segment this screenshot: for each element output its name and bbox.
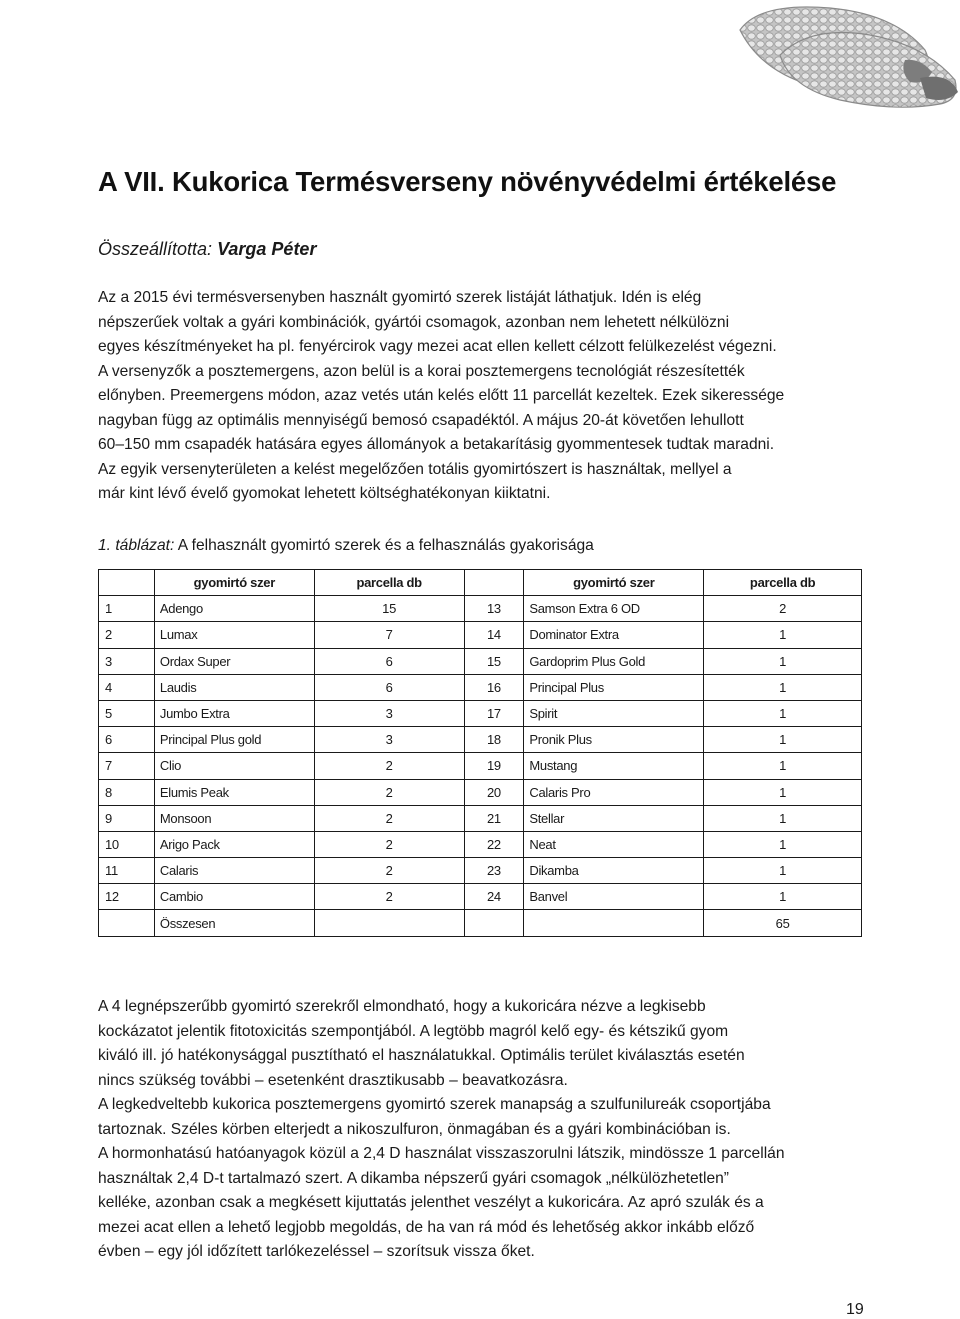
header-cell: parcella db bbox=[704, 570, 862, 596]
author-line bbox=[98, 239, 316, 260]
intro-line: A versenyzők a posztemergens, azon belül is a korai posztemergens tecnológiát részesítették bbox=[98, 362, 745, 380]
plot-count: 2 bbox=[314, 884, 464, 910]
row-number: 17 bbox=[464, 700, 524, 726]
conclusion-line: kelléke, azonban csak a megkésett kijuttatás jelenthet veszélyt a kukoricára. Az apró szulák és a bbox=[98, 1194, 764, 1211]
empty-cell bbox=[524, 910, 704, 936]
conclusion-line: A legkedveltebb kukorica posztemergens gyomirtó szerek manapság a szulfunilureák csoportjába bbox=[98, 1096, 771, 1113]
intro-line: 60–150 mm csapadék hatására egyes állományok a betakarításig gyommentesek tudtak maradni. bbox=[98, 436, 775, 453]
intro-line: népszerűek voltak a gyári kombinációk, gyártói csomagok, azonban nem lehetett nélkülözni bbox=[98, 313, 730, 331]
plot-count: 2 bbox=[314, 858, 464, 884]
conclusion-line: évben – egy jól időzített tarlókezeléssel – szorítsuk vissza őket. bbox=[98, 1243, 535, 1260]
plot-count: 1 bbox=[704, 858, 862, 884]
plot-count: 1 bbox=[704, 648, 862, 674]
table-row bbox=[99, 622, 862, 648]
corn-illustration bbox=[720, 0, 960, 110]
row-number: 2 bbox=[99, 622, 155, 648]
herbicide-name: Calaris Pro bbox=[524, 779, 704, 805]
row-number: 7 bbox=[99, 753, 155, 779]
table-row bbox=[99, 779, 862, 805]
table-caption-text: A felhasznált gyomirtó szerek és a felhasználás gyakorisága bbox=[177, 537, 594, 554]
herbicide-name: Gardoprim Plus Gold bbox=[524, 648, 704, 674]
row-number: 13 bbox=[464, 596, 524, 622]
table-row bbox=[99, 700, 862, 726]
row-number: 12 bbox=[99, 884, 155, 910]
table-header-row bbox=[99, 570, 862, 596]
intro-line: Az a 2015 évi termésversenyben használt gyomirtó szerek listáját láthatjuk. Idén is elég bbox=[98, 289, 702, 306]
herbicide-name: Dikamba bbox=[524, 858, 704, 884]
row-number: 21 bbox=[464, 805, 524, 831]
plot-count: 2 bbox=[704, 596, 862, 622]
plot-count: 3 bbox=[314, 700, 464, 726]
plot-count: 2 bbox=[314, 831, 464, 857]
table-row bbox=[99, 753, 862, 779]
plot-count: 1 bbox=[704, 831, 862, 857]
empty-cell bbox=[99, 910, 155, 936]
row-number: 14 bbox=[464, 622, 524, 648]
conclusion-line: használtak 2,4 D-t tartalmazó szert. A dikamba népszerű gyári csomagok „nélkülözhetetlen” bbox=[98, 1169, 729, 1187]
plot-count: 2 bbox=[314, 753, 464, 779]
plot-count: 1 bbox=[704, 805, 862, 831]
intro-line: Az egyik versenyterületen a kelést megelőzően totális gyomirtószert is használtak, mellyel a bbox=[98, 460, 732, 478]
table-body bbox=[99, 596, 862, 936]
page-number: 19 bbox=[846, 1301, 864, 1318]
conclusion-line: kockázatot jelentik fitotoxicitás szempontjából. A legtöbb magról kelő egy- és kétszikű gyom bbox=[98, 1022, 729, 1040]
table-caption-prefix: 1. táblázat: bbox=[98, 537, 175, 554]
row-number: 5 bbox=[99, 700, 155, 726]
table-row bbox=[99, 727, 862, 753]
herbicide-name: Clio bbox=[154, 753, 314, 779]
conclusion-line: mezei acat ellen a lehető legjobb megoldás, de ha van rá mód és lehetőség akkor inkább előző bbox=[98, 1218, 755, 1236]
conclusion-line: kiváló ill. jó hatékonysággal pusztítható el használatukkal. Optimális terület kiválasztás esetén bbox=[98, 1047, 745, 1064]
row-number: 11 bbox=[99, 858, 155, 884]
herbicide-name: Spirit bbox=[524, 700, 704, 726]
herbicide-name: Dominator Extra bbox=[524, 622, 704, 648]
plot-count: 1 bbox=[704, 674, 862, 700]
table-row bbox=[99, 674, 862, 700]
herbicide-name: Stellar bbox=[524, 805, 704, 831]
intro-paragraph bbox=[98, 286, 861, 507]
page-title: A VII. Kukorica Termésverseny növényvédelmi értékelése bbox=[98, 166, 837, 197]
herbicide-name: Monsoon bbox=[154, 805, 314, 831]
intro-line: már kint lévő évelő gyomokat lehetett költséghatékonyan kiiktatni. bbox=[98, 485, 551, 502]
conclusion-line: nincs szükség további – esetenként drasztikusabb – beavatkozásra. bbox=[98, 1071, 568, 1089]
header-cell bbox=[464, 570, 524, 596]
row-number: 22 bbox=[464, 831, 524, 857]
row-number: 10 bbox=[99, 831, 155, 857]
row-number: 15 bbox=[464, 648, 524, 674]
header-cell bbox=[99, 570, 155, 596]
author-name: Varga Péter bbox=[217, 239, 317, 259]
total-value: 65 bbox=[704, 910, 862, 936]
table-caption bbox=[98, 537, 594, 555]
table-row bbox=[99, 831, 862, 857]
herbicide-name: Calaris bbox=[154, 858, 314, 884]
row-number: 8 bbox=[99, 779, 155, 805]
herbicide-name: Lumax bbox=[154, 622, 314, 648]
plot-count: 1 bbox=[704, 700, 862, 726]
herbicide-name: Pronik Plus bbox=[524, 727, 704, 753]
conclusion-line: A hormonhatású hatóanyagok közül a 2,4 D használat visszaszorulni látszik, mindössze 1 parcellán bbox=[98, 1145, 785, 1162]
author-label: Összeállította: bbox=[98, 239, 213, 259]
herbicide-name: Ordax Super bbox=[154, 648, 314, 674]
row-number: 18 bbox=[464, 727, 524, 753]
conclusion-paragraph bbox=[98, 995, 861, 1265]
intro-line: nagyban függ az optimális mennyiségű bemosó csapadéktól. A május 20-át követően lehullott bbox=[98, 411, 744, 429]
plot-count: 2 bbox=[314, 805, 464, 831]
herbicide-name: Jumbo Extra bbox=[154, 700, 314, 726]
header-cell: gyomirtó szer bbox=[154, 570, 314, 596]
header-cell: parcella db bbox=[314, 570, 464, 596]
empty-cell bbox=[464, 910, 524, 936]
total-label: Összesen bbox=[154, 910, 314, 936]
herbicide-name: Laudis bbox=[154, 674, 314, 700]
plot-count: 1 bbox=[704, 622, 862, 648]
row-number: 23 bbox=[464, 858, 524, 884]
herbicide-name: Mustang bbox=[524, 753, 704, 779]
herbicide-name: Adengo bbox=[154, 596, 314, 622]
herbicide-name: Neat bbox=[524, 831, 704, 857]
table-row bbox=[99, 805, 862, 831]
table-row bbox=[99, 596, 862, 622]
herbicide-name: Principal Plus gold bbox=[154, 727, 314, 753]
row-number: 4 bbox=[99, 674, 155, 700]
header-cell: gyomirtó szer bbox=[524, 570, 704, 596]
plot-count: 7 bbox=[314, 622, 464, 648]
plot-count: 1 bbox=[704, 753, 862, 779]
row-number: 24 bbox=[464, 884, 524, 910]
row-number: 20 bbox=[464, 779, 524, 805]
herbicide-name: Banvel bbox=[524, 884, 704, 910]
plot-count: 6 bbox=[314, 674, 464, 700]
herbicide-name: Principal Plus bbox=[524, 674, 704, 700]
table-row bbox=[99, 648, 862, 674]
herbicide-name: Elumis Peak bbox=[154, 779, 314, 805]
intro-line: előnyben. Preemergens módon, azaz vetés után kelés előtt 11 parcellát kezeltek. Ezek sikeressége bbox=[98, 387, 785, 404]
plot-count: 1 bbox=[704, 727, 862, 753]
conclusion-line: A 4 legnépszerűbb gyomirtó szerekről elmondható, hogy a kukoricára nézve a legkisebb bbox=[98, 998, 706, 1015]
plot-count: 1 bbox=[704, 779, 862, 805]
row-number: 1 bbox=[99, 596, 155, 622]
plot-count: 3 bbox=[314, 727, 464, 753]
table-row bbox=[99, 858, 862, 884]
row-number: 16 bbox=[464, 674, 524, 700]
row-number: 6 bbox=[99, 727, 155, 753]
table-row bbox=[99, 884, 862, 910]
herbicide-name: Cambio bbox=[154, 884, 314, 910]
herbicide-table bbox=[98, 569, 862, 937]
plot-count: 1 bbox=[704, 884, 862, 910]
herbicide-name: Samson Extra 6 OD bbox=[524, 596, 704, 622]
plot-count: 2 bbox=[314, 779, 464, 805]
intro-line: egyes készítményeket ha pl. fenyércirok vagy mezei acat ellen kellett célzott felülkezelést végezni. bbox=[98, 338, 777, 355]
plot-count: 15 bbox=[314, 596, 464, 622]
conclusion-line: tartoznak. Széles körben elterjedt a nikoszulfuron, önmagában és a gyári kombinációban is. bbox=[98, 1120, 731, 1138]
row-number: 3 bbox=[99, 648, 155, 674]
table-total-row bbox=[99, 910, 862, 936]
row-number: 9 bbox=[99, 805, 155, 831]
herbicide-name: Arigo Pack bbox=[154, 831, 314, 857]
plot-count: 6 bbox=[314, 648, 464, 674]
empty-cell bbox=[314, 910, 464, 936]
row-number: 19 bbox=[464, 753, 524, 779]
